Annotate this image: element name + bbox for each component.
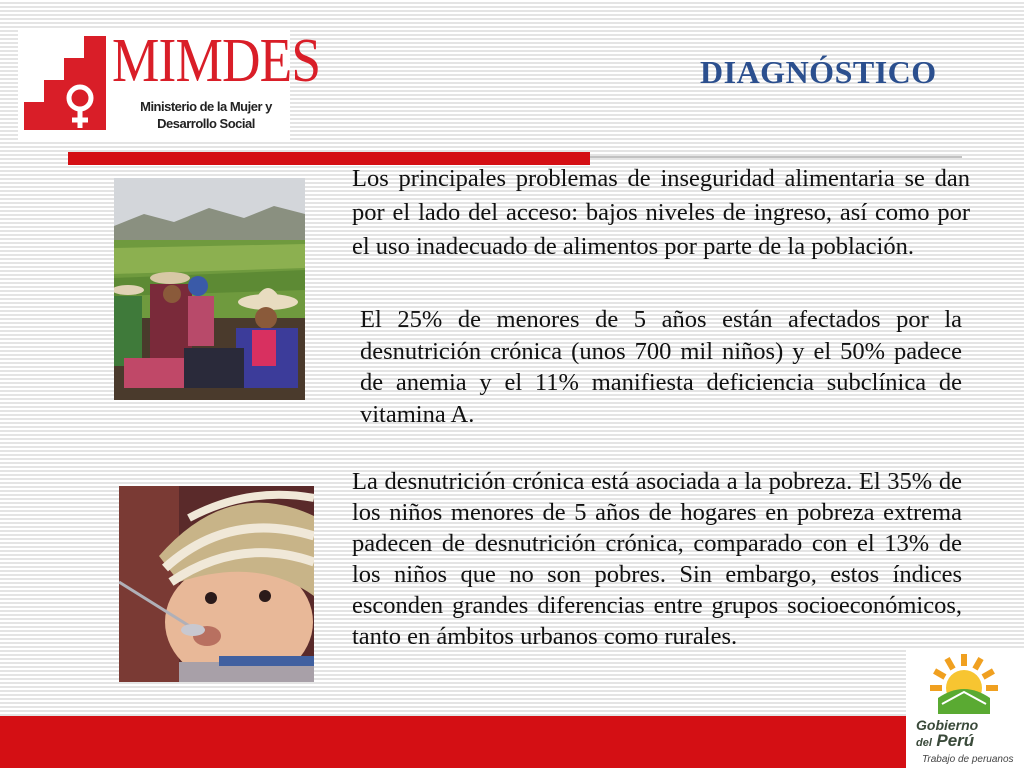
photo-child-eating bbox=[119, 486, 314, 682]
mimdes-logo bbox=[18, 27, 321, 142]
sun-emblem-icon bbox=[928, 652, 1000, 718]
gov-word-gobierno: Gobierno bbox=[916, 717, 979, 733]
logo-subtitle-line2: Desarrollo Social bbox=[157, 116, 255, 131]
gobierno-del-peru-logo bbox=[906, 650, 1024, 768]
photo-rural-women bbox=[114, 178, 305, 400]
gov-word-peru: Perú bbox=[936, 731, 975, 750]
page-title: DIAGNÓSTICO bbox=[700, 54, 937, 90]
gov-word-del: del bbox=[916, 737, 932, 749]
paragraph-food-insecurity: Los principales problemas de inseguridad alimentaria se dan por el lado del acceso: bajos niveles de ingreso, así como por el uso inadecuado de alimentos por parte de la población. bbox=[352, 165, 970, 260]
footer-red-bar bbox=[0, 716, 906, 768]
paragraph-malnutrition-stats: El 25% de menores de 5 años están afectados por la desnutrición crónica (unos 700 mil niños) y el 50% padece de anemia y el 11% manifiesta deficiencia subclínica de vitamina A. bbox=[360, 306, 962, 428]
gov-tagline: Trabajo de peruanos bbox=[922, 754, 1014, 765]
paragraph-poverty-link: La desnutrición crónica está asociada a la pobreza. El 35% de los niños menores de 5 años de hogares en pobreza extrema padecen de desnutrición crónica, comparado con el 13% de los niños que no son pobres. Sin embargo, estos índices esconden grandes diferencias entre grupos socioeconómicos, tanto en ámbitos urbanos como rurales. bbox=[352, 468, 962, 650]
logo-subtitle bbox=[136, 98, 276, 132]
mimdes-emblem-icon bbox=[22, 32, 108, 132]
header-divider-gray bbox=[590, 156, 962, 158]
logo-wordmark: MIMDES bbox=[112, 27, 321, 95]
logo-subtitle-line1: Ministerio de la Mujer y bbox=[140, 99, 272, 114]
gov-wordmark bbox=[916, 718, 1020, 751]
